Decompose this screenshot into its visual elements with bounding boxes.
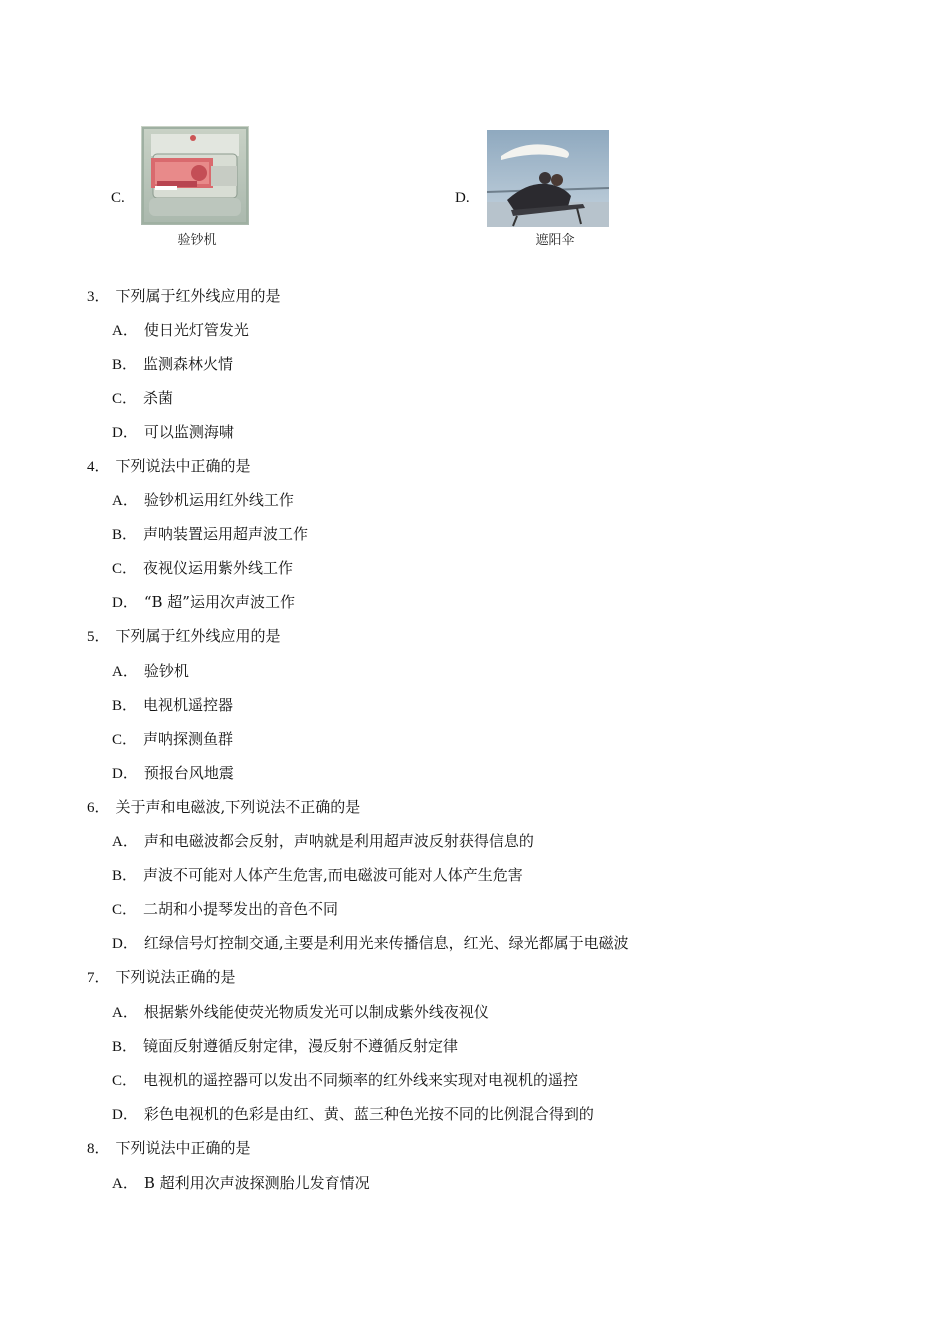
option-label: D． <box>112 595 138 611</box>
option-text: 根据紫外线能使荧光物质发光可以制成紫外线夜视仪 <box>143 1003 489 1021</box>
option-6a <box>112 831 534 852</box>
option-text: “B 超”运用次声波工作 <box>143 593 295 611</box>
question-stem: 下列说法中正确的是 <box>115 1139 251 1157</box>
option-text: 验钞机运用红外线工作 <box>143 491 294 509</box>
question-number: 3． <box>87 289 110 305</box>
option-5c <box>112 729 233 750</box>
option-label: B． <box>112 357 138 373</box>
option-text: 验钞机 <box>143 662 189 680</box>
question-4 <box>87 456 251 477</box>
option-label: D． <box>112 425 138 441</box>
option-label: D． <box>112 936 138 952</box>
banknote-detector-photo-icon <box>141 126 249 225</box>
option-5b <box>112 695 233 716</box>
question-5 <box>87 626 281 647</box>
option-text: 镜面反射遵循反射定律，漫反射不遵循反射定律 <box>143 1037 459 1055</box>
option-4d <box>112 592 295 613</box>
option-label: B． <box>112 527 138 543</box>
option-text: 夜视仪运用紫外线工作 <box>143 559 294 577</box>
image-caption: 验钞机 <box>177 233 217 248</box>
option-4c <box>112 558 293 579</box>
option-label: A． <box>112 323 138 339</box>
option-text: 预报台风地震 <box>143 764 234 782</box>
option-text: 电视机遥控器 <box>143 696 234 714</box>
option-label: C． <box>112 1073 138 1089</box>
option-3b <box>112 354 233 375</box>
question-number: 7． <box>87 970 110 986</box>
option-letter: C. <box>111 190 125 206</box>
option-text: 声波不可能对人体产生危害,而电磁波可能对人体产生危害 <box>143 866 523 884</box>
option-label: A． <box>112 493 138 509</box>
question-6 <box>87 797 360 818</box>
option-label: C． <box>112 732 138 748</box>
option-text: 声呐探测鱼群 <box>143 730 234 748</box>
option-5d <box>112 763 234 784</box>
option-label: B． <box>112 1039 138 1055</box>
question-stem: 关于声和电磁波,下列说法不正确的是 <box>115 798 361 816</box>
option-label: B． <box>112 868 138 884</box>
question-number: 4． <box>87 459 110 475</box>
option-text: 二胡和小提琴发出的音色不同 <box>143 900 339 918</box>
option-label: D． <box>112 766 138 782</box>
option-text: 彩色电视机的色彩是由红、黄、蓝三种色光按不同的比例混合得到的 <box>143 1105 594 1123</box>
option-3c <box>112 388 173 409</box>
option-label: A． <box>112 1005 138 1021</box>
option-label: D． <box>112 1107 138 1123</box>
option-letter: D. <box>455 190 470 206</box>
option-text: 红绿信号灯控制交通,主要是利用光来传播信息，红光、绿光都属于电磁波 <box>143 934 629 952</box>
option-7a <box>112 1002 489 1023</box>
option-label: A． <box>112 834 138 850</box>
image-caption: 遮阳伞 <box>535 233 575 248</box>
option-3d <box>112 422 234 443</box>
question-stem: 下列属于红外线应用的是 <box>115 287 281 305</box>
option-text: B 超利用次声波探测胎儿发育情况 <box>143 1174 370 1192</box>
option-text: 声和电磁波都会反射，声呐就是利用超声波反射获得信息的 <box>143 832 534 850</box>
option-3a <box>112 320 249 341</box>
option-6d <box>112 933 629 954</box>
question-number: 6． <box>87 800 110 816</box>
option-text: 声呐装置运用超声波工作 <box>143 525 309 543</box>
option-7b <box>112 1036 458 1057</box>
option-6c <box>112 899 338 920</box>
question-stem: 下列说法中正确的是 <box>115 457 251 475</box>
question-stem: 下列说法正确的是 <box>115 968 236 986</box>
option-7d <box>112 1104 594 1125</box>
question-8 <box>87 1138 251 1159</box>
option-label: C． <box>112 391 138 407</box>
option-label: C． <box>112 902 138 918</box>
question-7 <box>87 967 236 988</box>
option-text: 电视机的遥控器可以发出不同频率的红外线来实现对电视机的遥控 <box>143 1071 579 1089</box>
question-3 <box>87 286 281 307</box>
option-text: 监测森林火情 <box>143 355 234 373</box>
question-number: 8． <box>87 1141 110 1157</box>
question-number: 5． <box>87 629 110 645</box>
option-4a <box>112 490 294 511</box>
option-text: 可以监测海啸 <box>143 423 234 441</box>
option-label: A． <box>112 664 138 680</box>
option-label: B． <box>112 698 138 714</box>
option-label: A． <box>112 1176 138 1192</box>
option-5a <box>112 661 189 682</box>
option-label: C． <box>112 561 138 577</box>
option-8a <box>112 1173 370 1194</box>
sunshade-umbrella-photo-icon <box>487 130 609 227</box>
option-6b <box>112 865 523 886</box>
option-text: 使日光灯管发光 <box>143 321 249 339</box>
option-text: 杀菌 <box>143 389 174 407</box>
option-4b <box>112 524 308 545</box>
option-7c <box>112 1070 578 1091</box>
question-stem: 下列属于红外线应用的是 <box>115 627 281 645</box>
